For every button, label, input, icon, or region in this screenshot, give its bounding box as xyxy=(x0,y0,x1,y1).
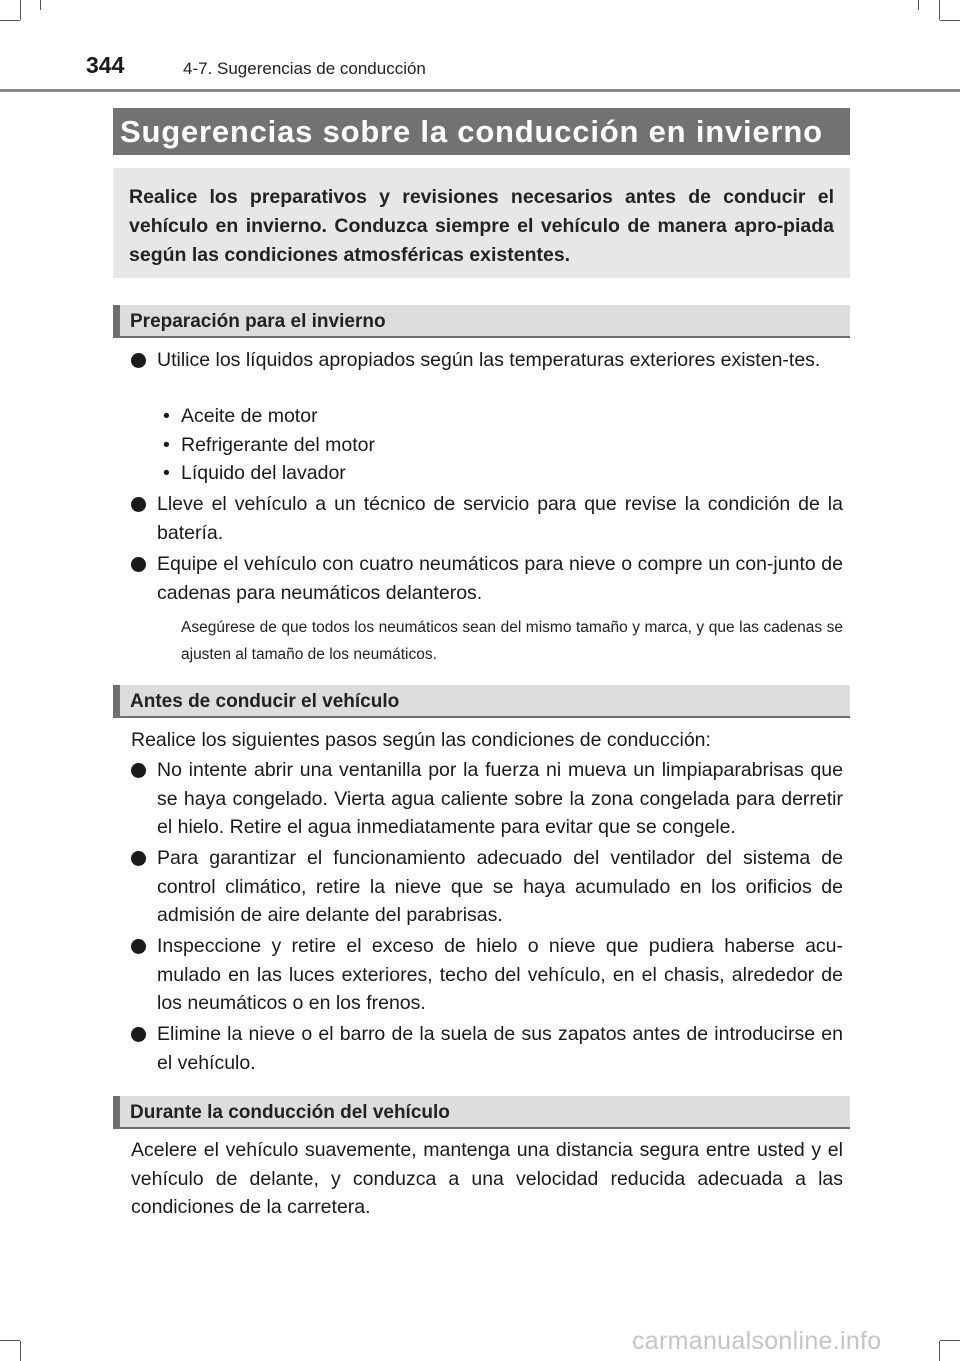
crop-mark xyxy=(20,0,21,20)
page-title: Sugerencias sobre la conducción en invierno xyxy=(113,108,850,155)
page-number: 344 xyxy=(86,52,125,78)
bullet-icon xyxy=(131,1027,146,1042)
intro-box: Realice los preparativos y revisiones necesarios antes de conducir el vehículo en invierno. Conduzca siempre el vehículo de manera apro-piada según las condiciones atmosféricas existentes. xyxy=(113,168,850,278)
section-heading-before-driving: Antes de conducir el vehículo xyxy=(113,685,850,718)
section-label: 4-7. Sugerencias de conducción xyxy=(183,59,426,78)
bullet-icon xyxy=(131,497,146,512)
footer-watermark: carmanualsonline.info xyxy=(632,1327,882,1355)
note-text: Asegúrese de que todos los neumáticos sean del mismo tamaño y marca, y que las cadenas se ajusten al tamaño de los neumáticos. xyxy=(181,619,843,663)
list-item: Utilice los líquidos apropiados según las temperaturas exteriores existen-tes. xyxy=(131,346,843,375)
section-heading-while-driving: Durante la conducción del vehículo xyxy=(113,1096,850,1129)
section-lead: Realice los siguientes pasos según las condiciones de conducción: xyxy=(131,729,711,751)
list-item: Elimine la nieve o el barro de la suela de sus zapatos antes de introducirse en el vehículo. xyxy=(131,1020,843,1077)
crop-mark xyxy=(40,0,41,10)
list-item: Para garantizar el funcionamiento adecuado del ventilador del sistema de control climático, retire la nieve que se haya acumulado en los orificios de admisión de aire delante del parabrisas. xyxy=(131,844,843,930)
bullet-dot-icon: • xyxy=(163,462,170,484)
section-heading-winter-prep: Preparación para el invierno xyxy=(113,305,850,338)
sub-list-item: • Aceite de motor xyxy=(163,402,318,431)
list-item: No intente abrir una ventanilla por la fuerza ni mueva un limpiaparabrisas que se haya congelado. Vierta agua caliente sobre la zona congelada para derretir el hielo. Retire el agua inmediatamente para evitar que se congele. xyxy=(131,756,843,842)
crop-mark xyxy=(939,0,940,20)
crop-mark xyxy=(0,1340,20,1341)
crop-mark xyxy=(918,0,919,10)
section-lead: Acelere el vehículo suavemente, mantenga una distancia segura entre usted y el vehículo de delante, y conduzca a una velocidad reducida adecuada a las condiciones de la carretera. xyxy=(131,1139,843,1219)
sub-list-item: • Líquido del lavador xyxy=(163,459,346,488)
bullet-icon xyxy=(131,763,146,778)
sub-list-item: • Refrigerante del motor xyxy=(163,431,375,460)
bullet-icon xyxy=(131,851,146,866)
crop-mark xyxy=(0,20,20,21)
crop-mark xyxy=(940,1340,960,1341)
bullet-dot-icon: • xyxy=(163,434,170,456)
bullet-icon xyxy=(131,557,146,572)
crop-mark xyxy=(939,1341,940,1361)
bullet-icon xyxy=(131,939,146,954)
crop-mark xyxy=(940,20,960,21)
bullet-icon xyxy=(131,353,146,368)
list-item: Inspeccione y retire el exceso de hielo o nieve que pudiera haberse acu-mulado en las luces exteriores, techo del vehículo, en el chasis, alrededor de los neumáticos o en los frenos. xyxy=(131,932,843,1018)
bullet-dot-icon: • xyxy=(163,405,170,427)
header-rule xyxy=(0,89,960,92)
list-item: Equipe el vehículo con cuatro neumáticos para nieve o compre un con-junto de cadenas para neumáticos delanteros. xyxy=(131,550,843,607)
crop-mark xyxy=(20,1341,21,1361)
list-item: Lleve el vehículo a un técnico de servicio para que revise la condición de la batería. xyxy=(131,490,843,547)
